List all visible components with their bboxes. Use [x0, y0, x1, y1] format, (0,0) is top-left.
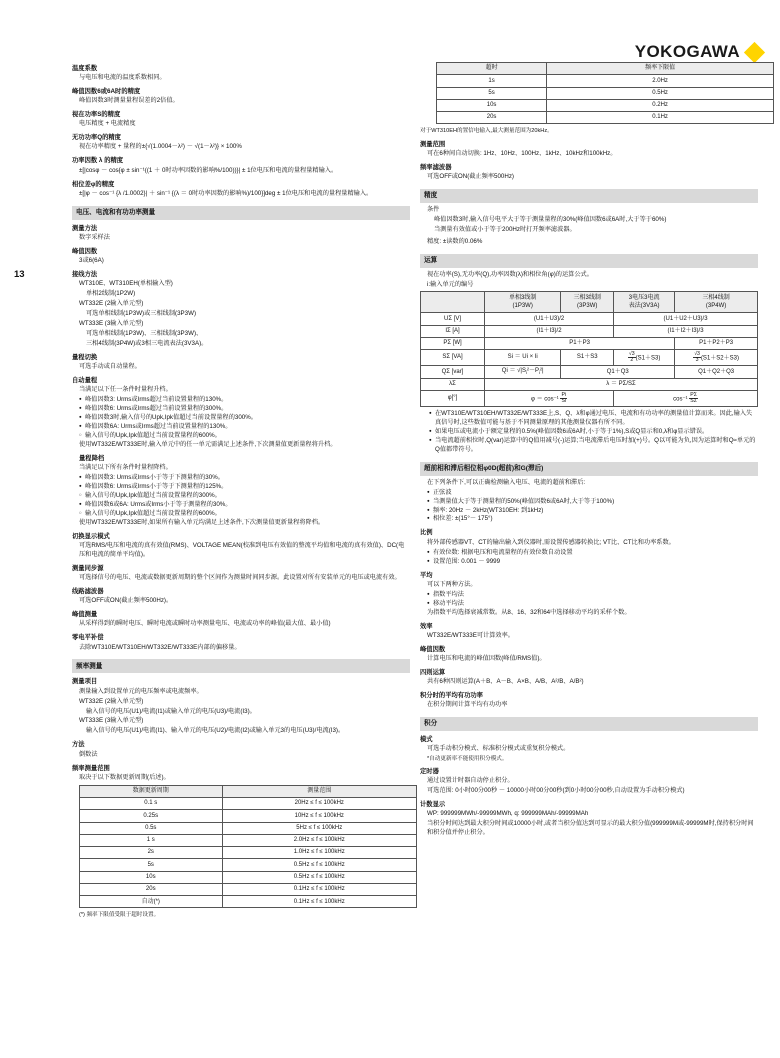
cell: λ ＝ PΣ/SΣ	[485, 378, 758, 390]
cell: 20s	[80, 883, 223, 895]
table-row	[80, 883, 417, 895]
col-3v3a: 3电压3电流 表法(3V3A)	[614, 292, 675, 313]
integ-timer-line: 可选范围: 0小时00分00秒 － 10000小时00分00秒(到0小时00分00秒,自动设置为手动积分模式)	[427, 787, 685, 795]
cell: Q1＋Q2＋Q3	[675, 365, 758, 378]
table-row	[80, 896, 417, 908]
cell: 0.1Hz ≤ f ≤ 100kHz	[222, 883, 416, 895]
reactive-title: 无功功率Q的精度	[72, 134, 121, 142]
auto-range-intro: 当满足以下任一条件时量程升档。	[79, 386, 172, 394]
temp-coef-body: 与电压和电流的温度系数相同。	[79, 74, 166, 82]
freq-items-line: WT332E (2输入单元型)	[79, 697, 144, 705]
col-1p3w: 单相3线制 (1P3W)	[485, 292, 561, 313]
efficiency-body: WT332E/WT333E可计算效率。	[427, 631, 514, 639]
freq-range-table	[79, 785, 417, 909]
wiring-line: WT310E、WT310EH(单相输入型)	[79, 279, 173, 287]
table-header-row	[437, 63, 774, 75]
table-row	[80, 859, 417, 871]
list-item: ● 峰值因数6: Urms或Irms超过当前设置量程的300%。	[79, 405, 410, 414]
cell: 0.5Hz ≤ f ≤ 100kHz	[222, 859, 416, 871]
cell: 0.2Hz	[547, 99, 774, 111]
peak-body: 从采样得到的瞬时电压、瞬时电流或瞬时功率测量电压、电流或功率的峰值(最大值、最小值)	[79, 620, 331, 628]
average-list	[420, 591, 758, 609]
col-3p3w: 三相3线制 (3P3W)	[561, 292, 614, 313]
cell: IΣ [A]	[421, 325, 485, 337]
freq-items-line: 输入信号的电压(U1)/电流(I1)、输入单元的电压(U2)/电流(I2)或输入单元3的电压(U3)/电流(I3)。	[86, 727, 345, 735]
col-freq-lower: 频率下限值	[547, 63, 774, 75]
auto-range-down-list	[72, 474, 410, 519]
accuracy-cond-title: 条件	[427, 205, 440, 213]
table-row	[437, 75, 774, 87]
table-row	[421, 378, 758, 390]
ratio-title: 比例	[420, 529, 433, 537]
wiring-line: 三相4线制(3P4W)或3相三电流表法(3V3A)。	[86, 339, 208, 347]
cell: 自动(*)	[80, 896, 223, 908]
table-header-row	[80, 785, 417, 797]
list-item: ● 当电流超前相位时,Q(var)运算中的Q值用减号(-)运算;当电流滞后电压时加(+)号。Q以可能为负,因为运算时和Q≈单元的Q值都带符号。	[429, 437, 758, 455]
temp-coef-title: 温度系数	[72, 65, 98, 72]
rms-mode-title: 切换显示模式	[72, 532, 110, 540]
table-row	[421, 350, 758, 366]
table-row	[80, 834, 417, 846]
apparent-body: 电压精度 + 电流精度	[79, 120, 136, 128]
accuracy-cond-line: 峰值因数3时,输入信号电平大于等于测量量程的30%(峰值因数6或6A时,大于等于60%)	[434, 215, 667, 223]
rms-mode-body: 可选RMS/电压和电流的真有效值(RMS)、VOLTAGE MEAN(校准到电压有效值的整流平均值和电流的真有效值)、DC(电压和电流的简单平均值)。	[79, 542, 405, 559]
cell: 1.0Hz ≤ f ≤ 100kHz	[222, 847, 416, 859]
timeout-table	[436, 62, 774, 124]
integ-avg-body: 在积分期间计算平均有功功率	[427, 701, 508, 709]
cell: 0.1Hz	[547, 112, 774, 124]
peak-title: 峰值测量	[72, 611, 98, 619]
sync-source-body: 可选择信号的电压、电流或数据更新周期的整个区间作为测量时间同步源。此设置对所有安装单元的电压或电流有效。	[79, 574, 401, 582]
cell: 2.0Hz ≤ f ≤ 100kHz	[222, 834, 416, 846]
cell: cos⁻¹ $\frac{P\Sigma}{S\Sigma}$	[614, 391, 758, 407]
cell: 5s	[80, 859, 223, 871]
section-frequency: 频率测量	[72, 659, 410, 673]
lead-lag-list	[420, 489, 758, 525]
list-item: ● 频率: 20Hz － 2kHz(WT310EH: 到1kHz)	[427, 507, 758, 516]
cell: 10Hz ≤ f ≤ 100kHz	[222, 810, 416, 822]
freq-method-value: 倒数法	[79, 750, 98, 758]
integ-timer-title: 定时器	[420, 768, 439, 776]
cell: $\frac{√3}{3}$ (S1＋S2＋S3)	[675, 350, 758, 366]
calc-legend: i:输入单元的编号	[427, 280, 474, 288]
freq-items-line: 测量输入到设置单元的电压频率或电流频率。	[79, 687, 203, 695]
integ-timer-line: 通过设置计时器自动停止积分。	[427, 777, 514, 785]
list-item: ● 在WT310E/WT310EH/WT332E/WT333E上,S、Q、λ和φ通过电压、电流和有功功率的测量值计算而来。因此,输入失真信号时,这些数值可能与基于不同测量原理的其他测量仪器有所不同。	[429, 410, 758, 428]
integ-display-line: WP: 999999MWh/-99999MWh, q: 999999MAh/-99999MAh	[427, 810, 589, 818]
ratio-list	[420, 549, 758, 567]
crest-body: 计算电压和电流的峰值因数(峰值/RMS值)。	[427, 654, 546, 662]
wiring-line: 单相2线制(1P2W)	[86, 289, 136, 297]
list-item: ● 设置范围: 0.001 － 9999	[427, 558, 758, 567]
cell: QΣ [var]	[421, 365, 485, 378]
accuracy-value	[420, 238, 758, 247]
list-item: ○ 输入信号的Upk,Ipk值超过当前设置量程的600%。	[79, 432, 410, 441]
zero-title: 零电平补偿	[72, 634, 104, 642]
section-integration: 积分	[420, 717, 758, 731]
section-calculation: 运算	[420, 254, 758, 268]
list-item: ● 如果电压或电流小于额定量程的0.5%(峰值因数6或6A时,小于等于1%),S或Q显示和0,λ和φ显示错误。	[429, 428, 758, 437]
col-3p4w: 三相4线制 (3P4W)	[675, 292, 758, 313]
freq-filter-title: 频率滤波器	[420, 163, 452, 171]
freq-range-footnote: (*) 频率下限值受限于超时设置。	[79, 912, 160, 919]
cell: 0.5Hz	[547, 87, 774, 99]
list-item: ● 指数平均法	[427, 591, 758, 600]
table-row	[437, 87, 774, 99]
integ-display-line: 当积分时间达到最大积分时间或10000小时,或者当积分值达到可显示的最大积分值(999999M或-99999M时,保持积分时间和积分值并停止积分。	[427, 820, 754, 837]
cell: 10s	[437, 99, 547, 111]
meas-method-value: 数字采样法	[79, 233, 110, 241]
table-row	[421, 313, 758, 325]
list-item: ● 峰值因数6A: Urms或Irms超过当前设置量程的130%。	[79, 423, 410, 432]
table-header-row	[421, 292, 758, 313]
list-item: ● 峰值因数6或6A: Urms或Irms小于等于测量程的30%。	[79, 501, 410, 510]
table-row	[421, 365, 758, 378]
phase-body: ±[|φ － cos⁻¹ {λ /1.0002}| ＋ sin⁻¹ {(λ ＝ 0时功率因数的影响%)/100}]deg ± 1位电压和电流的量程量精输入。	[79, 189, 373, 197]
cell: 20s	[437, 112, 547, 124]
cell: 5Hz ≤ f ≤ 100kHz	[222, 822, 416, 834]
list-item: ● 峰值因数3时,输入信号的Upk,Ipk值超过当前设置量程的300%。	[79, 414, 410, 423]
accuracy-value-text: ±读数的0.06%	[442, 237, 483, 245]
lowpass-body: 可选OFF或ON(截止频率500Hz)。	[79, 597, 173, 605]
left-column	[72, 60, 410, 921]
lowpass-title: 线路滤波器	[72, 588, 104, 596]
phase-title: 相位差φ的精度	[72, 180, 115, 188]
table-row	[437, 99, 774, 111]
cell: 2s	[80, 847, 223, 859]
wiring-line: 可选单相线制(1P3W)、三相线制(3P3W)、	[86, 329, 203, 337]
freq-range-note: 取决于以下数据更新周期(后述)。	[79, 773, 170, 781]
auto-range-title: 自动量程	[72, 376, 98, 384]
average-line: 可以下两种方法。	[427, 580, 477, 588]
freq-items-line: 输入信号的电压(U1)/电流(I1)或输入单元的电压(U3)/电流(I3)。	[86, 707, 256, 715]
crest-title: 峰值因数	[420, 645, 446, 653]
list-item: ● 当测量值大于等于测量程的50%(峰值因数6或6A时,大于等于100%)	[427, 498, 758, 507]
list-item: ○ 输入信号的Upk,Ipk值超过当前设置量程的300%。	[79, 492, 410, 501]
crest-factor-value: 3或6(6A)	[79, 256, 104, 264]
apparent-title: 视在功率S的精度	[72, 111, 121, 119]
table-row	[80, 810, 417, 822]
cell: 0.1Hz ≤ f ≤ 100kHz	[222, 896, 416, 908]
cell: Q1＋Q3	[561, 365, 675, 378]
list-item: ● 正弦波	[427, 489, 758, 498]
calc-intro: 视在功率(S),无功率(Q),功率因数(λ)和相位角(φ)的运算公式。	[427, 270, 593, 278]
accuracy-cond-line: 当测量有效值或小于等于200Hz时打开频率滤波器。	[434, 225, 576, 233]
freq-items-line: WT333E (3输入单元型)	[79, 717, 144, 725]
cell: 0.25s	[80, 810, 223, 822]
cell: SΣ [VA]	[421, 350, 485, 366]
cell: $Qi = √|S_i^2-P_i^2|$	[485, 365, 561, 378]
section-lead-lag: 超前相和滞后相位相φ0D(超前)和G(滞后)	[420, 462, 758, 476]
meas-range-title: 测量范围	[420, 140, 446, 148]
cell: $\frac{√3}{2}$ (S1＋S3)	[614, 350, 675, 366]
reactive-body: 视在功率精度 + 量程的±{√(1.0004－λ²) － √(1－λ²)} × 100%	[79, 143, 242, 151]
pf-title: 功率因数 λ 的精度	[72, 157, 124, 165]
arith-title: 四则运算	[420, 668, 446, 676]
page-number: 13	[14, 269, 25, 280]
cell: 0.5s	[80, 822, 223, 834]
col-update-period: 数据更新周期	[80, 785, 223, 797]
calc-table	[420, 291, 758, 406]
meas-range-body: 可在6种间自动切换: 1Hz、10Hz、100Hz、1kHz、10kHz和100kHz。	[427, 149, 617, 157]
range-module-body: 可选手动或自动量程。	[79, 362, 141, 370]
right-column	[420, 60, 758, 839]
average-note: 为指数平均选择衰减常数。从8、16、32和64中选择移动平均的采样个数。	[427, 608, 631, 616]
col-timeout: 超时	[437, 63, 547, 75]
arith-body: 共有6种四则运算(A＋B、A－B、A×B、A/B、A²/B、A/B²)	[427, 677, 584, 685]
list-item: ● 相位差: ±(15°－ 175°)	[427, 515, 758, 524]
range-down-title: 量程降档	[79, 454, 105, 462]
cell: φ ＝ cos⁻¹ $\frac{Pi}{Si}$	[485, 391, 614, 407]
table-row	[80, 871, 417, 883]
sync-source-title: 测量同步源	[72, 565, 104, 573]
crest-factor-label: 峰值因数	[72, 247, 98, 255]
table-row	[421, 325, 758, 337]
brand-name: YOKOGAWA	[634, 42, 740, 61]
cell: 0.5Hz ≤ f ≤ 100kHz	[222, 871, 416, 883]
calc-notes	[420, 410, 758, 455]
integ-display-title: 计数显示	[420, 801, 446, 809]
average-title: 平均	[420, 571, 433, 579]
table-row	[437, 112, 774, 124]
list-item: ● 峰值因数3: Urms或Irms超过当前设置量程的130%。	[79, 396, 410, 405]
cell: (U1＋U2＋U3)/3	[614, 313, 758, 325]
list-item: ○ 输入信号的Upk,Ipk值超过当前设置量程的600%。	[79, 510, 410, 519]
cell: φ[°]	[421, 391, 485, 407]
range-module-title: 量程切换	[72, 353, 98, 361]
ratio-line: 将外部传感器VT、CT的输出输入到仪器时,需设置传感器转换比; VT比、CT比和功率系数。	[427, 538, 675, 546]
integ-avg-title: 积分时的平均有功功率	[420, 691, 483, 699]
col-symbol	[421, 292, 485, 313]
table-row	[80, 797, 417, 809]
cell: 5s	[437, 87, 547, 99]
cell: 2.0Hz	[547, 75, 774, 87]
auto-range-note: 使用WT332E/WT333E时,输入单元中的任一单元需满足上述条件,下次测量值更新量程将升档。	[79, 440, 337, 448]
cell: 1 s	[80, 834, 223, 846]
list-item: ● 峰值因数3: Urms或Irms小于等于下测量程的30%。	[79, 474, 410, 483]
cell: 0.1 s	[80, 797, 223, 809]
table-row	[421, 338, 758, 350]
integ-mode-title: 模式	[420, 735, 433, 743]
meas-method-label: 测量方法	[72, 224, 98, 232]
cell: S1＋S3	[561, 350, 614, 366]
cell: (I1＋I2＋I3)/3	[614, 325, 758, 337]
lead-lag-intro: 在下列条件下,可以正确检测输入电压、电流的超前和滞后:	[427, 478, 586, 486]
col-meas-range: 测量范围	[222, 785, 416, 797]
freq-method-title: 方法	[72, 741, 85, 749]
cell: 1s	[437, 75, 547, 87]
table-row	[80, 822, 417, 834]
table-row	[80, 847, 417, 859]
list-item: ● 移动平均法	[427, 600, 758, 609]
freq-items-title: 测量项目	[72, 678, 98, 686]
cell: P1＋P2＋P3	[675, 338, 758, 350]
timeout-note: 对于WT310EH的置信电输入,最大测量范围为20kHz。	[420, 128, 553, 135]
zero-body: 去除WT310E/WT310EH/WT332E/WT333E内部的偏移量。	[79, 643, 241, 651]
wiring-title: 接线方法	[72, 270, 98, 278]
integ-mode-line: 可选手动积分模式、标准积分模式或重复积分模式。	[427, 745, 570, 753]
table-row	[421, 391, 758, 407]
cell: Si ＝ Ui × Ii	[485, 350, 561, 366]
cell: (I1＋I3)/2	[485, 325, 614, 337]
cell: P1＋P3	[485, 338, 675, 350]
section-accuracy: 精度	[420, 189, 758, 203]
wiring-line: WT332E (2输入单元型)	[79, 299, 144, 307]
cell: PΣ [W]	[421, 338, 485, 350]
cell: 20Hz ≤ f ≤ 100kHz	[222, 797, 416, 809]
auto-range-up-list	[72, 396, 410, 441]
pf-body: ±[|cosφ － cos{φ ± sin⁻¹((1 ＋ 0时功率因数的影响%/100))}| ± 1位电压和电流的量程量精输入。	[79, 166, 338, 174]
cell: λΣ	[421, 378, 485, 390]
list-item: ● 有效位数: 根据电压和电流量程的有效位数自动设置	[427, 549, 758, 558]
range-down-intro: 当满足以下所有条件时量程降档。	[79, 464, 172, 472]
accuracy-value-label: 精度:	[427, 237, 442, 245]
range-down-note: 使用WT332E/WT333E时,如果所有输入单元均满足上述条件,下次测量值更新量程将降档。	[79, 518, 325, 526]
wiring-line: WT333E (3输入单元型)	[79, 319, 144, 327]
list-item: ● 峰值因数6: Urms或Irms小于等于下测量程的125%。	[79, 483, 410, 492]
crest6-body: 峰值因数3时测量量程误差的2倍值。	[79, 97, 179, 105]
cell: UΣ [V]	[421, 313, 485, 325]
freq-range-title: 频率测量范围	[72, 764, 110, 772]
cell: (U1＋U3)/2	[485, 313, 614, 325]
freq-filter-body: 可选OFF或ON(截止频率500Hz)	[427, 172, 514, 180]
crest6-title: 峰值因数6或6A时的精度	[72, 88, 141, 96]
wiring-line: 可选单相线制(1P3W)或三相线制(3P3W)	[86, 309, 197, 317]
efficiency-title: 效率	[420, 622, 433, 630]
section-power-measurement: 电压、电流和有功功率测量	[72, 206, 410, 220]
cell: 10s	[80, 871, 223, 883]
integ-mode-note: *自动更新率不能使用积分模式。	[427, 756, 508, 763]
